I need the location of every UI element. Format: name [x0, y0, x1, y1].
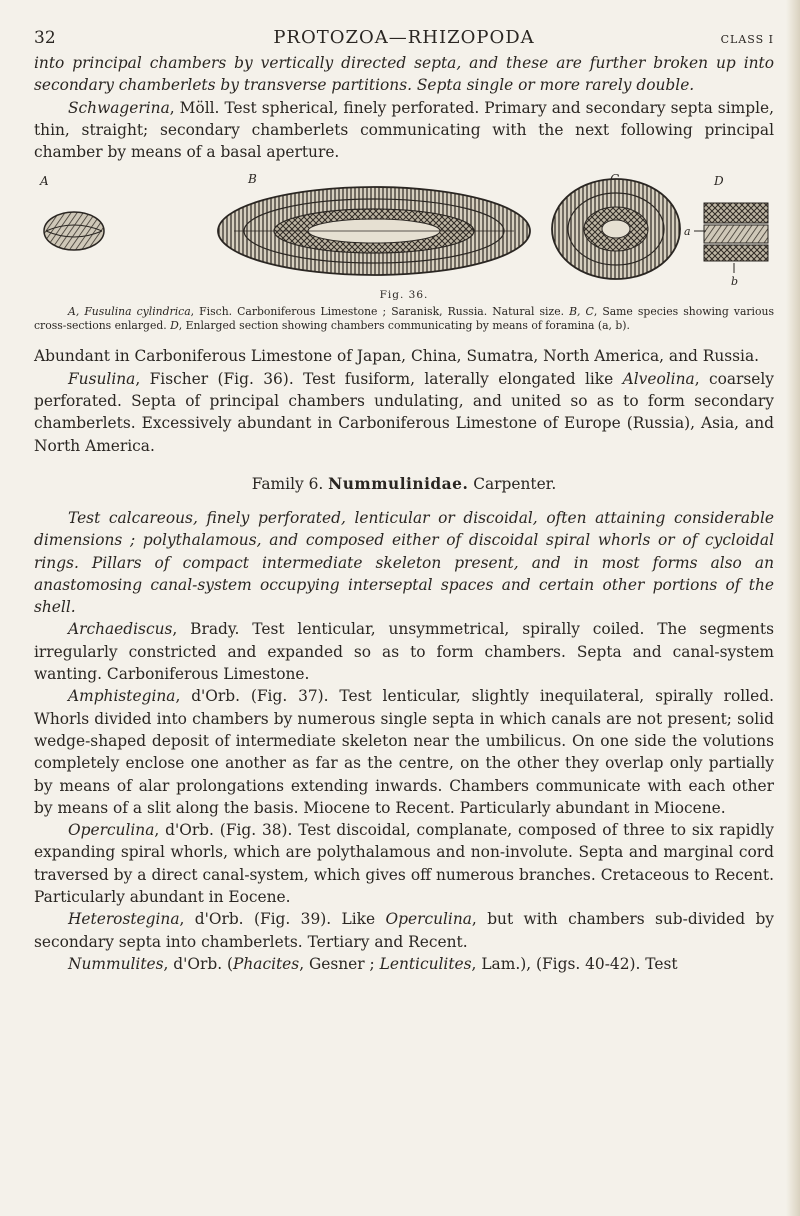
- specimen-a-drawing: [44, 212, 104, 250]
- foramen-label-b: b: [731, 275, 739, 288]
- archaediscus-paragraph: [34, 618, 774, 685]
- nummulites-genus: Nummulites: [68, 954, 164, 973]
- archaediscus-text: , Brady. Test lenticular, unsymmetrical, spirally coiled. The segments irregularly constricted and expanded so as to form chambers. Septa and canal-system wanting. Carboniferous Limestone.: [34, 620, 774, 684]
- figure-letter-b: B: [248, 172, 257, 187]
- schwagerina-text: Test spherical, finely perforated. Primary and secondary septa simple, thin, straight; secondary chamberlets communicating with the next following principal chamber by means of a basal aperture.: [34, 98, 774, 162]
- heterostegina-paragraph: [34, 908, 774, 953]
- family-author: Carpenter.: [468, 474, 557, 493]
- caption-a-name: , Fusulina cylindrica: [75, 305, 191, 319]
- specimen-d-drawing: [694, 203, 768, 273]
- operculina-ref: Operculina: [385, 910, 472, 929]
- heterostegina-text-1: , d'Orb. (Fig. 39). Like: [179, 910, 386, 929]
- schwagerina-paragraph: [34, 97, 774, 164]
- page-number: 32: [34, 28, 56, 48]
- fusulina-text-2: , coarsely perforated. Septa of principal chambers undulating, and united so as to form secondary chamberlets. Excessively abundant in Carboniferous Limestone of Europe (Russia), Asia, and North America.: [34, 369, 775, 455]
- specimen-c-drawing: [552, 179, 680, 279]
- caption-a-rest: , Fisch. Carboniferous Limestone ; Saranisk, Russia. Natural size.: [190, 305, 570, 319]
- caption-d-label: D: [170, 319, 179, 333]
- nummulites-text-1: , d'Orb. (: [163, 954, 233, 973]
- nummulites-text-3: , Lam.), (Figs. 40-42). Test: [471, 954, 678, 973]
- caption-bc-rest: , Same species showing various cross-sections enlarged.: [34, 305, 774, 333]
- running-title: PROTOZOA—RHIZOPODA: [273, 27, 535, 48]
- nummulites-text-2: , Gesner ;: [299, 954, 380, 973]
- class-mark: CLASS I: [720, 33, 774, 46]
- book-page: [34, 0, 774, 975]
- specimen-b-drawing: [218, 187, 530, 275]
- alveolina-ref: Alveolina: [622, 369, 695, 388]
- archaediscus-genus: Archaediscus: [68, 620, 173, 639]
- amphistegina-genus: Amphistegina: [68, 687, 176, 706]
- foramen-label-a: a: [684, 225, 691, 239]
- fusulina-text-1: Test fusiform, laterally elongated like: [293, 369, 623, 388]
- nummulites-paragraph: [34, 953, 774, 975]
- figure-title: Fig. 36.: [379, 289, 429, 302]
- amphistegina-text: , d'Orb. (Fig. 37). Test lenticular, slightly inequilateral, spirally rolled. Whorls divided into chambers by numerous single septa in which canals are not present; solid wedge-shaped deposit of intermediate skeleton near the umbilicus. On one side the volutions completely enclose one another as far as the centre, on the other they overlap only partially by means of alar prolongations extending inwards. Chambers communicate with each other by means of a slit along the basis. Miocene to Recent. Particularly abundant in Miocene.: [34, 687, 774, 817]
- operculina-paragraph: [34, 819, 774, 908]
- intro-paragraph: into principal chambers by vertically directed septa, and these are further broken up into secondary chamberlets by transverse partitions. Septa single or more rarely double.: [34, 54, 774, 95]
- fusulina-paragraph: [34, 368, 774, 457]
- figure-caption: [34, 305, 774, 333]
- phacites-ref: Phacites: [233, 954, 300, 973]
- family-name: Nummulinidae.: [328, 474, 469, 493]
- caption-bc-label: B, C: [569, 305, 594, 319]
- heterostegina-genus: Heterostegina: [68, 910, 180, 929]
- fusulina-genus: Fusulina: [68, 369, 136, 388]
- operculina-text: , d'Orb. (Fig. 38). Test discoidal, complanate, composed of three to six rapidly expanding spiral whorls, which are polythalamous and non-involute. Septa and marginal cord traversed by a direct canal-system, which gives off numerous branches. Cretaceous to Recent. Particularly abundant in Eocene.: [34, 821, 774, 907]
- figure-letter-d: D: [714, 174, 724, 189]
- figure-letter-a: A: [40, 174, 49, 189]
- caption-a-label: A: [68, 305, 76, 319]
- distribution-paragraph: Abundant in Carboniferous Limestone of Japan, China, Sumatra, North America, and Russia.: [34, 347, 760, 366]
- operculina-genus: Operculina: [68, 821, 155, 840]
- schwagerina-author: , Möll.: [169, 98, 220, 117]
- family-heading: [34, 475, 774, 493]
- amphistegina-paragraph: [34, 685, 774, 819]
- family-description: Test calcareous, finely perforated, lenticular or discoidal, often attaining considerable dimensions ; polythalamous, and composed either of discoidal spiral whorls or of cycloidal rings. Pillars of compact intermediate skeleton present, and in most forms also an anastomosing canal-system occupying interseptal spaces and certain other portions of the shell.: [34, 508, 774, 617]
- caption-d-rest: , Enlarged section showing chambers communicating by means of foramina (a, b).: [178, 319, 630, 333]
- schwagerina-genus: Schwagerina: [68, 98, 170, 117]
- heterostegina-text-2: , but with chambers sub-divided by secondary septa into chamberlets. Tertiary and Recent.: [34, 910, 774, 951]
- page-header: [34, 0, 774, 52]
- family-prefix: Family 6.: [251, 474, 329, 493]
- lenticulites-ref: Lenticulites: [379, 954, 472, 973]
- fusulina-author: , Fischer (Fig. 36).: [135, 369, 294, 388]
- page-edge-shadow: [786, 0, 800, 1216]
- figure-36-drawing: [34, 169, 774, 287]
- figure-36: [34, 169, 774, 287]
